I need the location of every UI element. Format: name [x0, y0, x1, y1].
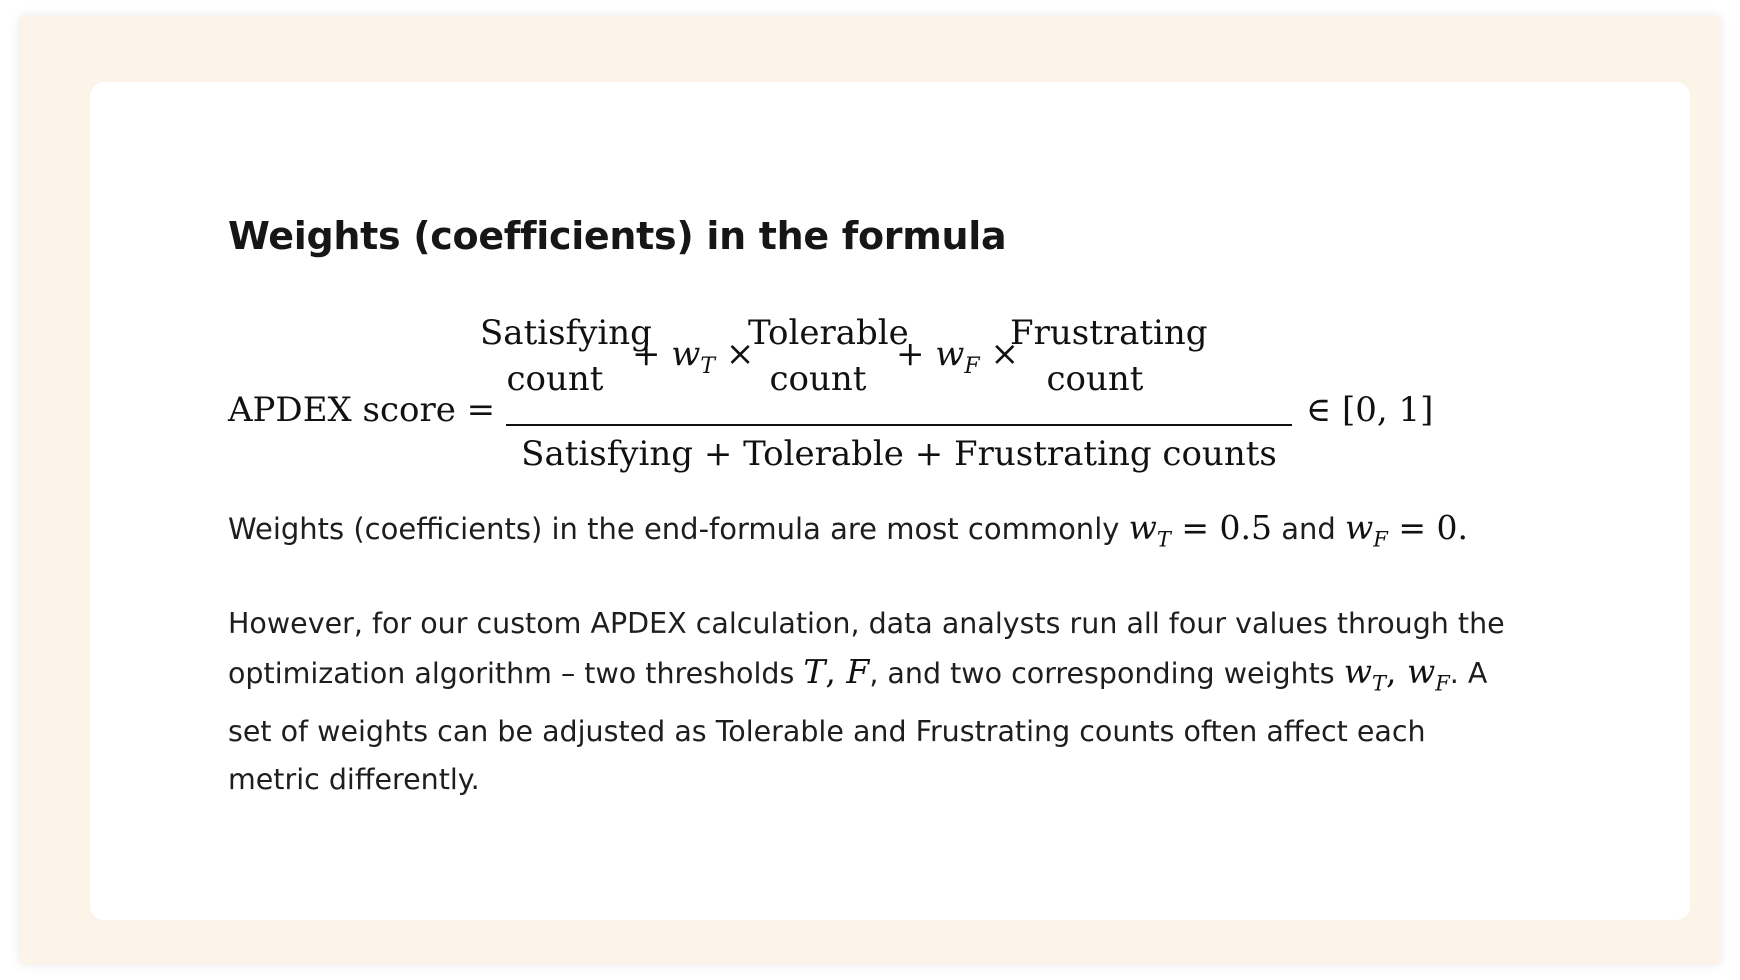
fraction-bar: [506, 424, 1292, 426]
math-eq-t: = 0.5: [1170, 508, 1273, 547]
numerator-tolerable-top: Tolerable: [748, 313, 909, 353]
numerator-frustrating: [1010, 310, 1208, 402]
paragraph-weights-text: Weights (coefficients) in the end-formula are most commonly: [228, 512, 1129, 546]
math-comma: ,: [1385, 652, 1407, 691]
math-comma: ,: [825, 652, 847, 691]
paragraph-line-4: metric differently.: [228, 762, 480, 796]
paragraph-weights: [228, 504, 1468, 564]
paragraph-line-2: [228, 648, 1628, 708]
math-sub-t: T: [1156, 527, 1171, 552]
formula-rhs: ∈ [0, 1]: [1306, 390, 1434, 430]
line-2-text-b: , and two corresponding weights: [869, 657, 1344, 690]
paragraph-line-1: However, for our custom APDEX calculation, data analysts run all four values through the: [228, 607, 1505, 640]
math-sub-f: F: [1373, 527, 1388, 552]
math-eq-f: = 0: [1387, 508, 1458, 547]
numerator-tolerable: [748, 310, 909, 402]
numerator-frustrating-top: Frustrating: [1010, 313, 1208, 353]
line-2-text-c: . A: [1449, 657, 1488, 690]
subscript-t: T: [700, 353, 716, 379]
content-card: [90, 82, 1690, 920]
paragraph-optimization: [228, 600, 1628, 804]
math-thresholds: [803, 652, 869, 691]
numerator-frustrating-bottom: count: [1046, 359, 1144, 399]
subscript-f: F: [964, 353, 980, 379]
numerator-satisfying-bottom: count: [506, 359, 604, 399]
math-F: F: [846, 652, 870, 691]
math-w: w: [1128, 508, 1157, 547]
math-wt-eq: [1128, 508, 1273, 552]
math-period: .: [1457, 508, 1468, 547]
weight-f-term: [896, 334, 1019, 379]
times-symbol-2: ×: [990, 334, 1019, 374]
math-sub-f: F: [1435, 671, 1450, 696]
weight-t-term: [632, 334, 754, 379]
numerator-satisfying-top: Satisfying: [480, 313, 652, 353]
math-sub-t: T: [1371, 671, 1386, 696]
page-frame: [20, 16, 1720, 964]
section-heading: Weights (coefficients) in the formula: [228, 214, 1007, 258]
formula-denominator: Satisfying + Tolerable + Frustrating counts: [521, 434, 1277, 474]
formula-lhs: APDEX score =: [228, 390, 496, 430]
numerator-tolerable-bottom: count: [769, 359, 867, 399]
plus-w-f: + w: [896, 334, 965, 374]
math-w: w: [1343, 652, 1372, 691]
math-T: T: [803, 652, 826, 691]
line-2-text-a: optimization algorithm – two thresholds: [228, 657, 804, 690]
paragraph-line-3: set of weights can be adjusted as Tolerable and Frustrating counts often affect each: [228, 714, 1426, 748]
numerator-satisfying: [480, 310, 652, 402]
math-weights: [1343, 652, 1450, 696]
math-wf-eq: [1345, 508, 1468, 552]
plus-w-t: + w: [632, 334, 701, 374]
math-w: w: [1406, 652, 1436, 691]
apdex-formula: [228, 310, 1648, 474]
times-symbol-1: ×: [725, 334, 755, 374]
math-w: w: [1345, 508, 1374, 547]
paragraph-weights-and: and: [1272, 512, 1346, 546]
